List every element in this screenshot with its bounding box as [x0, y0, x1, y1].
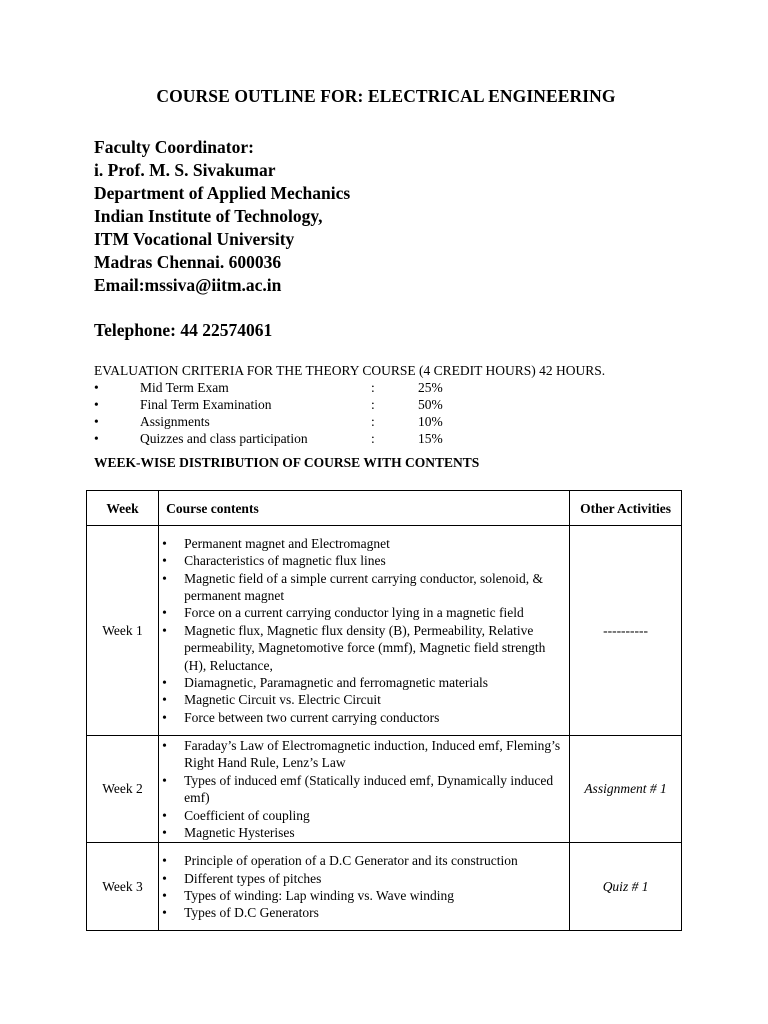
document-page — [94, 86, 682, 471]
evaluation-list — [94, 379, 682, 447]
evaluation-item-value: 25% — [418, 380, 443, 395]
list-item: • Types of induced emf (Statically induced emf, Dynamically induced emf) — [59, 772, 569, 807]
bullet: • — [94, 397, 99, 412]
colon: : — [371, 380, 375, 395]
evaluation-item — [94, 396, 682, 413]
table-row — [87, 843, 682, 931]
faculty-contact-block — [94, 136, 682, 297]
colon: : — [371, 397, 375, 412]
evaluation-item — [94, 413, 682, 430]
evaluation-item-value: 50% — [418, 397, 443, 412]
table-header-row — [87, 491, 682, 526]
faculty-city: Madras Chennai. 600036 — [94, 252, 282, 272]
list-item: • Different types of pitches — [59, 870, 569, 887]
colon: : — [371, 414, 375, 429]
column-header-other: Other Activities — [570, 491, 682, 526]
contents-cell — [159, 843, 570, 931]
week-cell: Week 2 — [87, 736, 159, 843]
list-item: • Force on a current carrying conductor lying in a magnetic field — [59, 604, 569, 621]
activity-cell: ---------- — [570, 526, 682, 736]
faculty-name: i. Prof. M. S. Sivakumar — [94, 160, 276, 180]
schedule-heading: WEEK-WISE DISTRIBUTION OF COURSE WITH CONTENTS — [94, 455, 480, 470]
column-header-contents: Course contents — [159, 491, 570, 526]
evaluation-heading: EVALUATION CRITERIA FOR THE THEORY COURSE (4 CREDIT HOURS) 42 HOURS. — [94, 363, 606, 378]
evaluation-item-name: Final Term Examination — [140, 397, 272, 412]
contents-cell — [159, 736, 570, 843]
list-item: • Faraday’s Law of Electromagnetic induction, Induced emf, Fleming’s Right Hand Rule, Lenz’s Law — [59, 737, 569, 772]
evaluation-item-value: 10% — [418, 414, 443, 429]
list-item: • Diamagnetic, Paramagnetic and ferromagnetic materials — [59, 674, 569, 691]
activity-cell: Quiz # 1 — [570, 843, 682, 931]
list-item: • Coefficient of coupling — [59, 807, 569, 824]
evaluation-item — [94, 430, 682, 447]
list-item: • Magnetic field of a simple current carrying conductor, solenoid, & permanent magnet — [59, 570, 569, 605]
column-header-week: Week — [87, 491, 159, 526]
evaluation-item — [94, 379, 682, 396]
evaluation-item-name: Quizzes and class participation — [140, 431, 308, 446]
colon: : — [371, 431, 375, 446]
activity-cell: Assignment # 1 — [570, 736, 682, 843]
bullet: • — [94, 431, 99, 446]
week-cell: Week 1 — [87, 526, 159, 736]
week-cell: Week 3 — [87, 843, 159, 931]
bullet: • — [94, 414, 99, 429]
faculty-email: Email:mssiva@iitm.ac.in — [94, 275, 282, 295]
table-row — [87, 526, 682, 736]
list-item: • Magnetic flux, Magnetic flux density (B), Permeability, Relative permeability, Magnetomotive force (mmf), Magnetic field strength (H), Reluctance, — [59, 622, 569, 674]
faculty-department: Department of Applied Mechanics — [94, 183, 351, 203]
faculty-telephone: Telephone: 44 22574061 — [94, 320, 273, 340]
contents-cell — [159, 526, 570, 736]
list-item: • Types of winding: Lap winding vs. Wave winding — [59, 887, 569, 904]
schedule-table — [86, 490, 682, 931]
evaluation-item-name: Mid Term Exam — [140, 380, 229, 395]
list-item: • Types of D.C Generators — [59, 904, 569, 921]
list-item: • Permanent magnet and Electromagnet — [59, 535, 569, 552]
list-item: • Principle of operation of a D.C Generator and its construction — [59, 852, 569, 869]
page-title: COURSE OUTLINE FOR: ELECTRICAL ENGINEERING — [156, 86, 616, 106]
faculty-label: Faculty Coordinator: — [94, 137, 254, 157]
list-item: • Magnetic Circuit vs. Electric Circuit — [59, 691, 569, 708]
evaluation-item-name: Assignments — [140, 414, 210, 429]
faculty-institute: Indian Institute of Technology, — [94, 206, 323, 226]
table-row — [87, 736, 682, 843]
bullet: • — [94, 380, 99, 395]
list-item: • Magnetic Hysterises — [59, 824, 569, 841]
list-item: • Characteristics of magnetic flux lines — [59, 552, 569, 569]
list-item: • Force between two current carrying conductors — [59, 709, 569, 726]
faculty-university: ITM Vocational University — [94, 229, 295, 249]
evaluation-item-value: 15% — [418, 431, 443, 446]
